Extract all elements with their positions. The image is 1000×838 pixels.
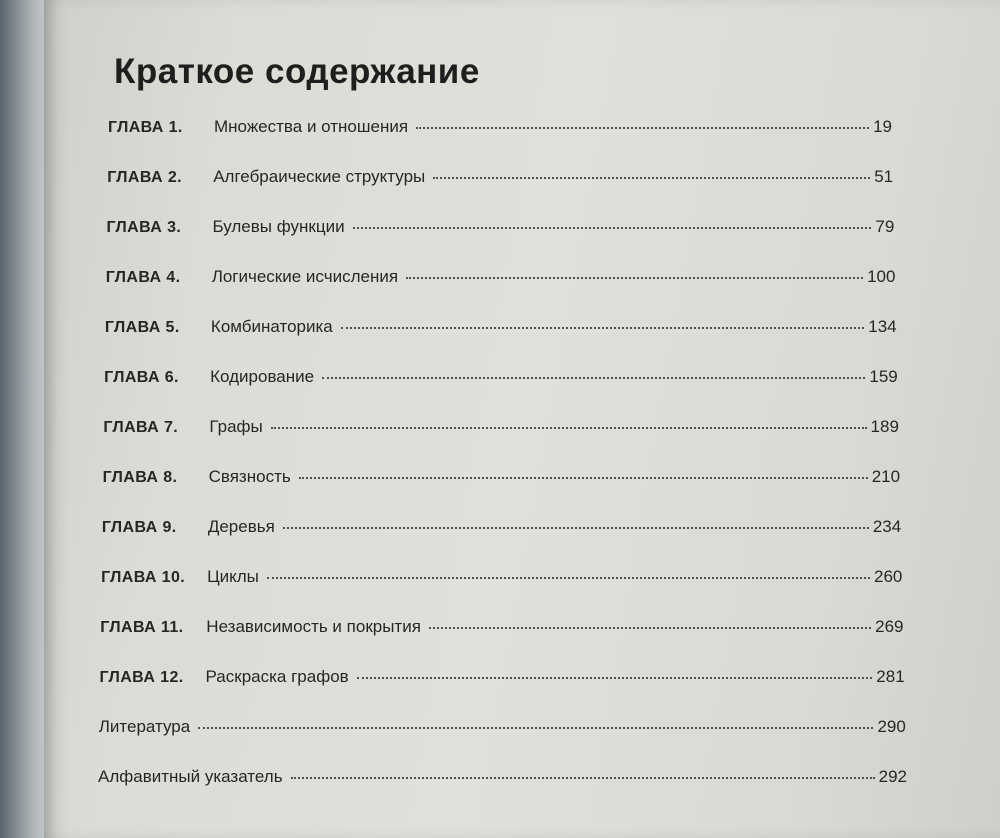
page-number: 79 bbox=[875, 217, 895, 236]
page-number: 51 bbox=[874, 167, 894, 186]
toc-entry bbox=[100, 617, 903, 641]
toc-entry bbox=[102, 517, 901, 541]
dot-leader bbox=[406, 277, 863, 279]
chapter-label: ГЛАВА 6. bbox=[104, 369, 179, 386]
chapter-title: Булевы функции bbox=[212, 217, 345, 236]
dot-leader bbox=[291, 777, 875, 779]
chapter-label: ГЛАВА 4. bbox=[105, 269, 181, 286]
toc-entry bbox=[101, 567, 902, 591]
chapter-title: Алфавитный указатель bbox=[98, 767, 283, 786]
dot-leader bbox=[341, 327, 864, 329]
chapter-title: Связность bbox=[208, 467, 291, 486]
chapter-label: ГЛАВА 11. bbox=[100, 619, 184, 636]
toc-entry bbox=[106, 217, 894, 241]
dot-leader bbox=[353, 227, 872, 229]
toc-entry bbox=[107, 167, 893, 191]
page-number: 281 bbox=[876, 667, 905, 686]
chapter-label: ГЛАВА 10. bbox=[101, 569, 186, 586]
chapter-title: Циклы bbox=[207, 567, 259, 586]
toc-entry bbox=[105, 317, 897, 341]
chapter-title: Комбинаторика bbox=[210, 317, 333, 336]
page-number: 260 bbox=[873, 567, 903, 586]
dot-leader bbox=[283, 527, 869, 529]
toc-entry bbox=[103, 467, 900, 491]
page-number: 189 bbox=[870, 417, 899, 436]
chapter-label: ГЛАВА 3. bbox=[106, 219, 182, 236]
chapter-title: Деревья bbox=[207, 517, 275, 536]
toc-entry bbox=[100, 667, 905, 691]
dot-leader bbox=[271, 427, 867, 429]
toc-entry bbox=[104, 367, 898, 391]
chapter-label: ГЛАВА 12. bbox=[99, 669, 184, 686]
dot-leader bbox=[357, 677, 873, 679]
toc-entry bbox=[106, 267, 896, 291]
page-number: 19 bbox=[873, 117, 892, 136]
chapter-label: ГЛАВА 2. bbox=[107, 169, 182, 186]
chapter-label: ГЛАВА 1. bbox=[108, 119, 183, 136]
chapter-title: Множества и отношения bbox=[214, 117, 409, 136]
chapter-title: Литература bbox=[98, 717, 191, 736]
chapter-title: Независимость и покрытия bbox=[206, 617, 421, 636]
chapter-label: ГЛАВА 8. bbox=[102, 469, 178, 486]
chapter-title: Графы bbox=[209, 417, 263, 436]
chapter-label: ГЛАВА 5. bbox=[104, 319, 180, 336]
chapter-label: ГЛАВА 9. bbox=[101, 519, 177, 536]
chapter-title: Алгебраические структуры bbox=[213, 167, 426, 186]
toc-entry bbox=[103, 417, 899, 441]
chapter-title: Раскраска графов bbox=[205, 667, 349, 686]
dot-leader bbox=[416, 127, 869, 129]
dot-leader bbox=[299, 477, 868, 479]
chapter-title: Кодирование bbox=[210, 367, 315, 386]
page-number: 290 bbox=[877, 717, 906, 736]
chapter-title: Логические исчисления bbox=[211, 267, 399, 286]
toc-entry bbox=[99, 717, 906, 741]
page-number: 134 bbox=[868, 317, 897, 336]
page-title: Краткое содержание bbox=[114, 52, 480, 91]
dot-leader bbox=[322, 377, 865, 379]
page-number: 269 bbox=[875, 617, 904, 636]
page-number: 210 bbox=[871, 467, 901, 486]
chapter-label: ГЛАВА 7. bbox=[103, 419, 179, 436]
dot-leader bbox=[429, 627, 871, 629]
toc-entry bbox=[98, 767, 907, 791]
dot-leader bbox=[433, 177, 870, 179]
page-number: 159 bbox=[869, 367, 898, 386]
dot-leader bbox=[198, 727, 873, 729]
page-number: 292 bbox=[878, 767, 907, 786]
dot-leader bbox=[267, 577, 870, 579]
page-number: 100 bbox=[867, 267, 896, 286]
toc-entry bbox=[108, 117, 892, 141]
page-number: 234 bbox=[872, 517, 902, 536]
